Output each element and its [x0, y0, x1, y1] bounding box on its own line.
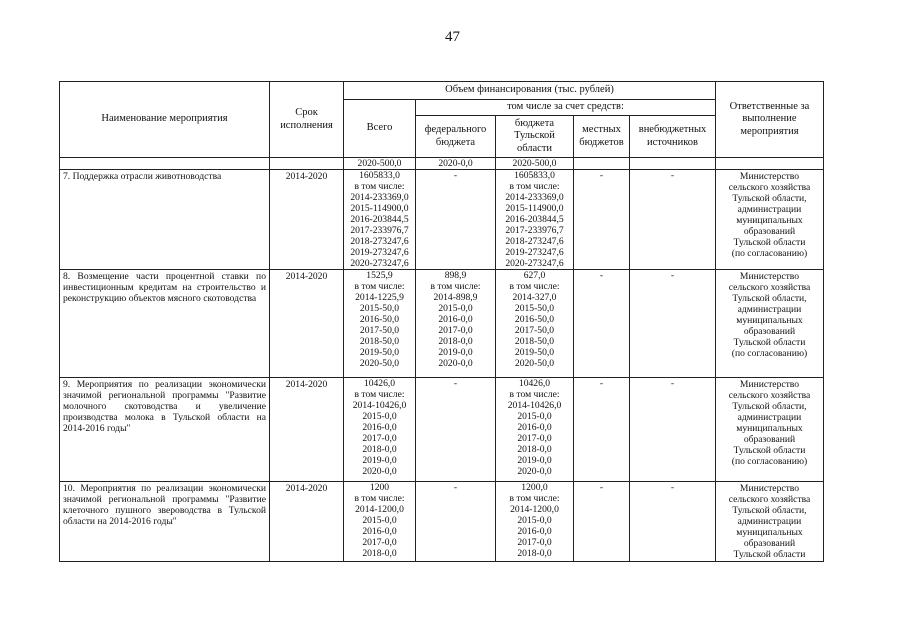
responsible-line: (по согласованию): [731, 456, 808, 467]
responsible-line: Министерство: [739, 171, 800, 182]
total-cell: [344, 482, 416, 562]
total-value: 2015-0,0: [362, 411, 397, 422]
total-value: 2019-0,0: [362, 455, 397, 466]
total-value: 2014-233369,0: [350, 192, 409, 203]
carry-name-cell: [60, 158, 270, 170]
local-value: -: [574, 378, 630, 482]
header-row-1: [60, 82, 824, 100]
col-header-extra: внебюджетных источников: [630, 116, 716, 158]
col-header-regional: бюджета Тульской области: [496, 116, 574, 158]
responsible-line: Министерство: [739, 271, 800, 282]
carry-row: [60, 158, 824, 170]
responsible-line: сельского хозяйства: [728, 390, 811, 401]
responsible-line: администрации: [737, 304, 802, 315]
responsible-line: Тульской области: [733, 549, 806, 560]
regional-value: 2017-0,0: [517, 537, 552, 548]
extra-value: -: [630, 170, 716, 270]
responsible-line: муниципальных: [736, 315, 803, 326]
responsible-line: Тульской области,: [732, 505, 807, 516]
total-value: 2017-50,0: [359, 325, 400, 336]
total-value: в том числе:: [354, 281, 405, 292]
col-header-responsible: Ответственные за выполнение мероприятия: [716, 82, 824, 158]
responsible-cell: [716, 482, 824, 562]
responsible-line: администрации: [737, 516, 802, 527]
federal-value: 2019-0,0: [438, 347, 473, 358]
regional-value: в том числе:: [509, 493, 560, 504]
responsible-line: администрации: [737, 412, 802, 423]
table-row: [60, 378, 824, 482]
responsible-line: сельского хозяйства: [728, 494, 811, 505]
event-name: 7. Поддержка отрасли животноводства: [60, 170, 270, 270]
col-header-funding: Объем финансирования (тыс. рублей): [344, 82, 716, 100]
total-value: 2019-273247,6: [350, 247, 409, 258]
carry-local-cell: [574, 158, 630, 170]
carry-resp-cell: [716, 158, 824, 170]
regional-value: 2018-50,0: [514, 336, 555, 347]
federal-value: 2017-0,0: [438, 325, 473, 336]
regional-value: 2020-273247,6: [505, 258, 564, 269]
federal-cell: [416, 378, 496, 482]
total-value: 2017-233976,7: [350, 225, 409, 236]
total-value: 2018-0,0: [362, 548, 397, 559]
federal-value: 2016-0,0: [438, 314, 473, 325]
total-value: 2014-10426,0: [352, 400, 407, 411]
responsible-line: образований: [743, 434, 796, 445]
total-cell: [344, 170, 416, 270]
regional-value: 2016-0,0: [517, 526, 552, 537]
regional-value: 2019-273247,6: [505, 247, 564, 258]
carry-regional: 2020-500,0: [496, 158, 574, 170]
regional-value: 1605833,0: [514, 170, 555, 181]
table-row: [60, 482, 824, 562]
total-value: 2020-50,0: [359, 358, 400, 369]
local-value: -: [574, 482, 630, 562]
regional-value: 2015-50,0: [514, 303, 555, 314]
regional-value: 2019-0,0: [517, 455, 552, 466]
event-name: 9. Мероприятия по реализации экономически значимой региональной программы "Развитие молочного скотоводства и увеличение производства молока в Тульской области на 2014-2016 годы": [60, 378, 270, 482]
total-value: 2015-50,0: [359, 303, 400, 314]
total-value: 2016-203844,5: [350, 214, 409, 225]
federal-value: -: [453, 482, 458, 493]
responsible-line: (по согласованию): [731, 248, 808, 259]
regional-value: 2018-0,0: [517, 444, 552, 455]
regional-value: 2015-0,0: [517, 411, 552, 422]
regional-value: 1200,0: [521, 482, 548, 493]
federal-value: 2015-0,0: [438, 303, 473, 314]
responsible-line: Тульской области,: [732, 293, 807, 304]
event-term: 2014-2020: [270, 378, 344, 482]
total-value: 2014-1225,9: [355, 292, 404, 303]
page-number: 47: [445, 29, 460, 45]
regional-cell: [496, 482, 574, 562]
responsible-line: (по согласованию): [731, 348, 808, 359]
extra-value: -: [630, 378, 716, 482]
federal-value: 2018-0,0: [438, 336, 473, 347]
event-term: 2014-2020: [270, 482, 344, 562]
responsible-line: Тульской области,: [732, 401, 807, 412]
local-value: -: [574, 170, 630, 270]
funding-table: [59, 81, 824, 562]
table-row: [60, 270, 824, 378]
responsible-line: Министерство: [739, 483, 800, 494]
total-cell: [344, 270, 416, 378]
federal-cell: [416, 482, 496, 562]
federal-cell: [416, 270, 496, 378]
responsible-cell: [716, 378, 824, 482]
regional-value: 2017-0,0: [517, 433, 552, 444]
total-value: 1200: [369, 482, 390, 493]
total-value: 2019-50,0: [359, 347, 400, 358]
responsible-cell: [716, 170, 824, 270]
regional-value: в том числе:: [509, 389, 560, 400]
carry-extra-cell: [630, 158, 716, 170]
responsible-line: Тульской области: [733, 237, 806, 248]
federal-cell: [416, 170, 496, 270]
regional-value: 2014-233369,0: [505, 192, 564, 203]
total-value: 2016-50,0: [359, 314, 400, 325]
carry-federal: 2020-0,0: [416, 158, 496, 170]
col-header-total: Всего: [344, 100, 416, 158]
total-value: 2016-0,0: [362, 422, 397, 433]
event-name: 8. Возмещение части процентной ставки по инвестиционным кредитам на строительство и реконструкцию объектов мясного скотоводства: [60, 270, 270, 378]
local-value: -: [574, 270, 630, 378]
federal-value: -: [453, 378, 458, 389]
total-value: 1605833,0: [359, 170, 400, 181]
responsible-line: образований: [743, 538, 796, 549]
table-row: [60, 170, 824, 270]
event-term: 2014-2020: [270, 170, 344, 270]
regional-value: 2016-203844,5: [505, 214, 564, 225]
extra-value: -: [630, 482, 716, 562]
total-cell: [344, 378, 416, 482]
total-value: 2015-0,0: [362, 515, 397, 526]
col-header-sub: том числе за счет средств:: [416, 100, 716, 116]
responsible-line: муниципальных: [736, 527, 803, 538]
regional-value: 2015-114900,0: [505, 203, 564, 214]
col-header-term: Срок исполнения: [270, 82, 344, 158]
carry-total: 2020-500,0: [344, 158, 416, 170]
regional-value: 10426,0: [518, 378, 551, 389]
responsible-cell: [716, 270, 824, 378]
regional-value: 2014-10426,0: [507, 400, 562, 411]
extra-value: -: [630, 270, 716, 378]
total-value: 2018-273247,6: [350, 236, 409, 247]
col-header-local: местных бюджетов: [574, 116, 630, 158]
regional-value: 2017-233976,7: [505, 225, 564, 236]
total-value: в том числе:: [354, 493, 405, 504]
federal-value: -: [453, 170, 458, 181]
regional-value: 2017-50,0: [514, 325, 555, 336]
federal-value: в том числе:: [430, 281, 481, 292]
regional-value: в том числе:: [509, 181, 560, 192]
federal-value: 2014-898,9: [433, 292, 478, 303]
responsible-line: образований: [743, 226, 796, 237]
responsible-line: Тульской области,: [732, 193, 807, 204]
regional-value: 2014-1200,0: [510, 504, 559, 515]
regional-value: 2019-50,0: [514, 347, 555, 358]
regional-value: в том числе:: [509, 281, 560, 292]
responsible-line: муниципальных: [736, 215, 803, 226]
total-value: 2016-0,0: [362, 526, 397, 537]
regional-value: 2018-273247,6: [505, 236, 564, 247]
regional-cell: [496, 270, 574, 378]
responsible-line: Министерство: [739, 379, 800, 390]
federal-value: 2020-0,0: [438, 358, 473, 369]
total-value: 2015-114900,0: [350, 203, 409, 214]
regional-value: 2018-0,0: [517, 548, 552, 559]
responsible-line: сельского хозяйства: [728, 282, 811, 293]
regional-value: 2016-50,0: [514, 314, 555, 325]
regional-value: 2016-0,0: [517, 422, 552, 433]
regional-value: 2015-0,0: [517, 515, 552, 526]
total-value: 2017-0,0: [362, 537, 397, 548]
regional-value: 627,0: [523, 270, 546, 281]
regional-value: 2020-0,0: [517, 466, 552, 477]
responsible-line: муниципальных: [736, 423, 803, 434]
responsible-line: Тульской области: [733, 337, 806, 348]
total-value: в том числе:: [354, 389, 405, 400]
total-value: 2018-0,0: [362, 444, 397, 455]
event-term: 2014-2020: [270, 270, 344, 378]
total-value: 2018-50,0: [359, 336, 400, 347]
total-value: в том числе:: [354, 181, 405, 192]
col-header-federal: федерального бюджета: [416, 116, 496, 158]
total-value: 2020-273247,6: [350, 258, 409, 269]
regional-cell: [496, 378, 574, 482]
total-value: 1525,9: [366, 270, 393, 281]
responsible-line: сельского хозяйства: [728, 182, 811, 193]
responsible-line: Тульской области: [733, 445, 806, 456]
federal-value: 898,9: [444, 270, 467, 281]
event-name: 10. Мероприятия по реализации экономически значимой региональной программы "Развитие клеточного пушного звероводства в Тульской области на 2014-2016 годы": [60, 482, 270, 562]
carry-term-cell: [270, 158, 344, 170]
total-value: 2017-0,0: [362, 433, 397, 444]
total-value: 2020-0,0: [362, 466, 397, 477]
table-body: [60, 170, 824, 562]
col-header-name: Наименование мероприятия: [60, 82, 270, 158]
regional-value: 2014-327,0: [512, 292, 557, 303]
total-value: 2014-1200,0: [355, 504, 404, 515]
total-value: 10426,0: [363, 378, 396, 389]
responsible-line: образований: [743, 326, 796, 337]
regional-cell: [496, 170, 574, 270]
responsible-line: администрации: [737, 204, 802, 215]
regional-value: 2020-50,0: [514, 358, 555, 369]
